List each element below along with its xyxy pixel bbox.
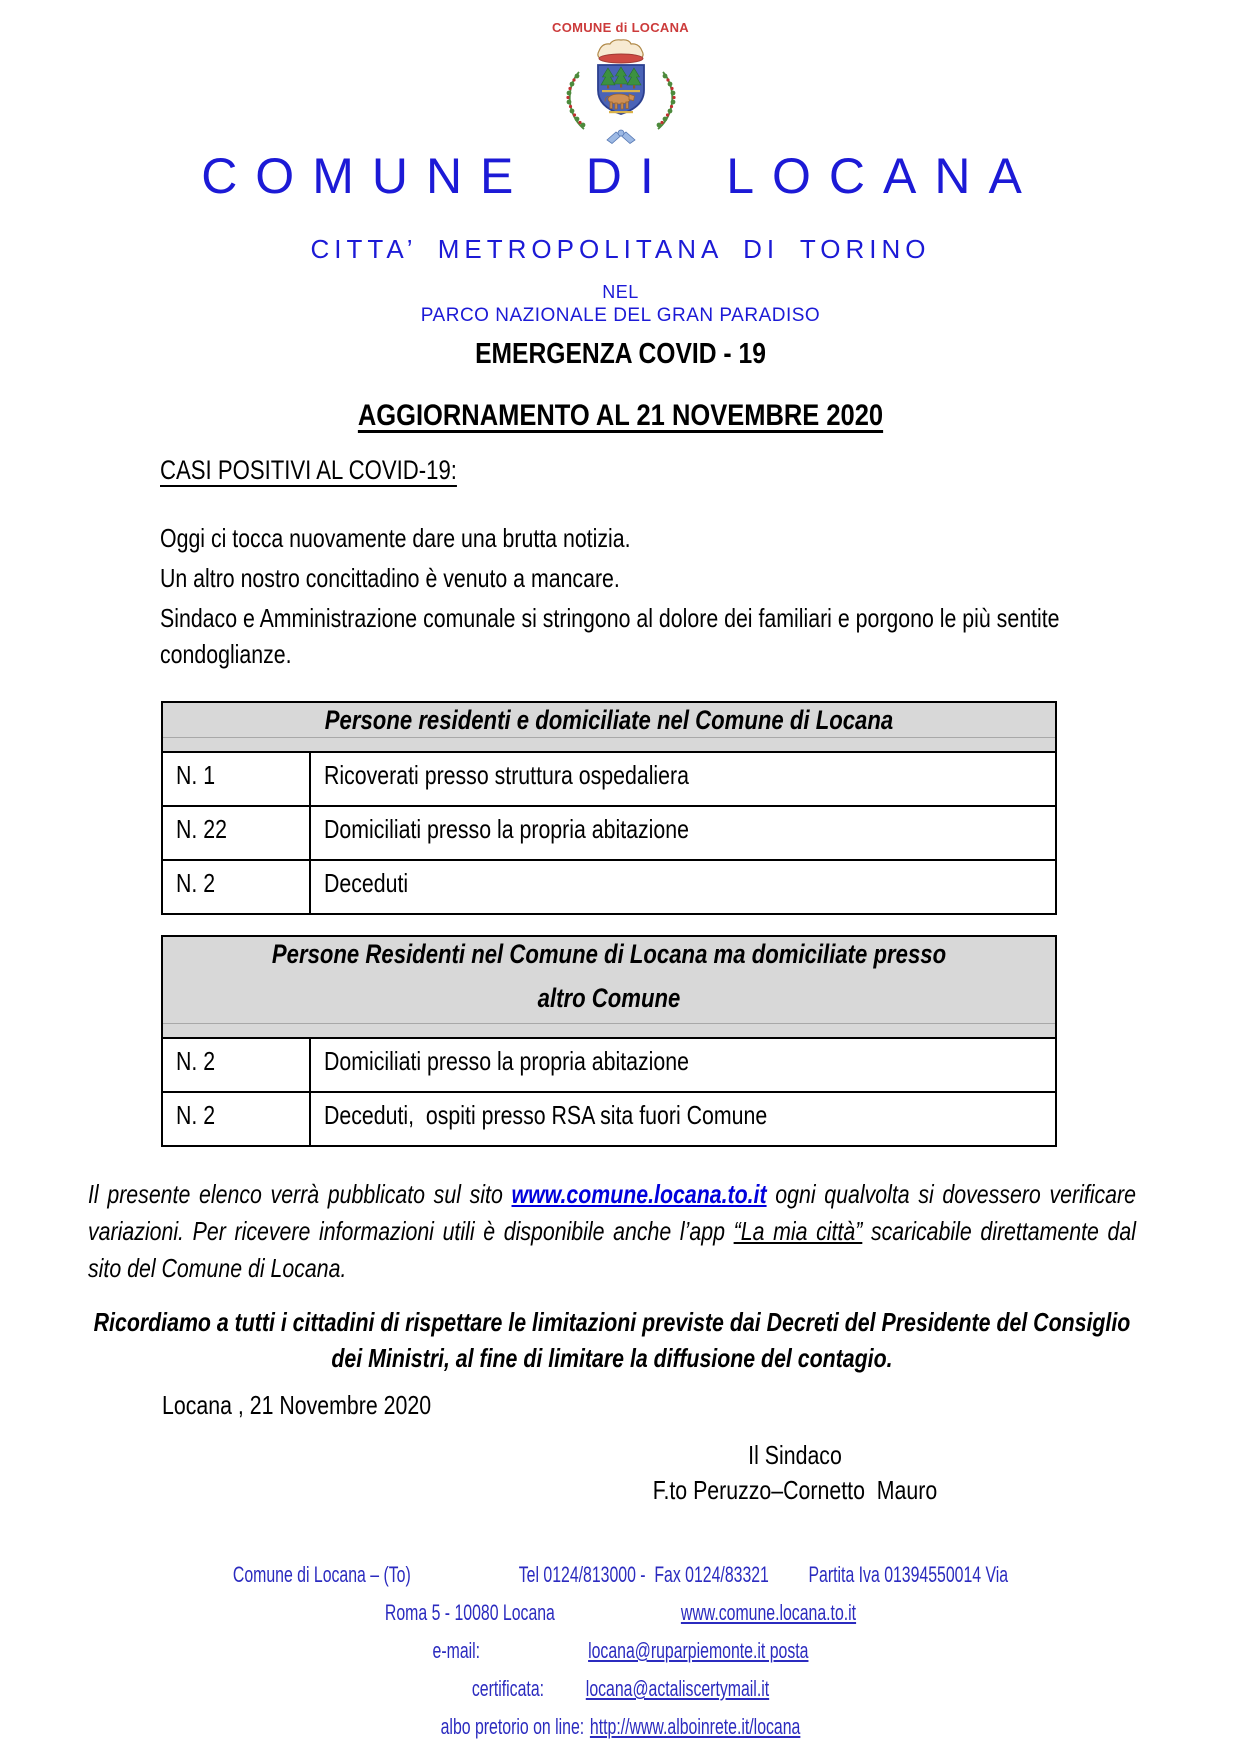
reminder-text: Ricordiamo a tutti i cittadini di rispettare le limitazioni previste dai Decreti del Presidente del Consiglio dei Ministri, al fine di limitare la diffusione del contagio. (93, 1307, 1131, 1373)
paragraph-1: Oggi ci tocca nuovamente dare una brutta notizia. (160, 523, 631, 553)
footer-email-link[interactable]: locana@ruparpiemonte.it posta (588, 1638, 809, 1663)
covid-heading: EMERGENZA COVID - 19 (475, 338, 766, 370)
residents-table (161, 701, 1057, 915)
description-cell: Deceduti (310, 860, 1056, 914)
description-cell: Domiciliati presso la propria abitazione (310, 806, 1056, 860)
notice-text: ogni qualvolta si dovessero verificare variazioni. Per ricevere informazioni utili è disponibile anche l’app (88, 1179, 1136, 1246)
section-heading: CASI POSITIVI AL COVID-19: (160, 455, 457, 485)
table-row (162, 860, 1056, 914)
description-cell: Domiciliati presso la propria abitazione (310, 1038, 1056, 1092)
table-row (162, 1092, 1056, 1146)
table-header-line2: altro Comune (537, 983, 681, 1013)
table-row (162, 1038, 1056, 1092)
table-row (162, 806, 1056, 860)
paragraph-2: Un altro nostro concittadino è venuto a mancare. (160, 563, 620, 593)
letterhead-line4: PARCO NAZIONALE DEL GRAN PARADISO (420, 305, 821, 326)
count-cell: N. 2 (162, 1092, 310, 1146)
footer-line-3 (174, 1638, 1068, 1676)
footer-line-2 (174, 1600, 1068, 1638)
description-cell: Deceduti, ospiti presso RSA sita fuori Comune (310, 1092, 1056, 1146)
municipal-crest (0, 20, 1241, 151)
table-row (162, 752, 1056, 806)
footer-certified-label: certificata: (471, 1676, 545, 1701)
footer-certified-email-link[interactable]: locana@actaliscertymail.it (585, 1676, 770, 1701)
footer-line-4 (174, 1676, 1068, 1714)
table-header-band (162, 738, 1056, 753)
count-cell: N. 22 (162, 806, 310, 860)
update-heading: AGGIORNAMENTO AL 21 NOVEMBRE 2020 (357, 399, 884, 432)
footer-albo-link[interactable]: http://www.alboinrete.it/locana (589, 1714, 801, 1739)
footer-website-link[interactable]: www.comune.locana.to.it (680, 1600, 857, 1625)
count-cell: N. 1 (162, 752, 310, 806)
count-cell: N. 2 (162, 1038, 310, 1092)
footer-albo-label: albo pretorio on line: (440, 1714, 585, 1739)
paragraph-3: Sindaco e Amministrazione comunale si stringono al dolore dei familiari e porgono le più sentite condoglianze. (160, 603, 1060, 669)
dateline: Locana , 21 Novembre 2020 (162, 1390, 432, 1420)
website-link[interactable]: www.comune.locana.to.it (511, 1179, 767, 1209)
footer-line-5 (174, 1714, 1068, 1752)
footer-phone-fax: Tel 0124/813000 - Fax 0124/83321 (518, 1562, 769, 1587)
notice-text: scaricabile direttamente dal sito del Comune di Locana. (88, 1216, 1136, 1283)
coat-of-arms-icon (546, 36, 696, 146)
signature-role: Il Sindaco (748, 1440, 842, 1470)
letterhead-subtitle: CITTA’ METROPOLITANA DI TORINO (310, 234, 931, 264)
table-header: Persone residenti e domiciliate nel Comune di Locana (162, 702, 1056, 738)
app-name: “La mia città” (733, 1216, 863, 1246)
page-title: COMUNE DI LOCANA (201, 148, 1040, 204)
residents-elsewhere-table (161, 935, 1057, 1147)
table-header (162, 936, 1056, 1024)
table-header-band (162, 1024, 1056, 1039)
notice-text: Il presente elenco verrà pubblicato sul sito (88, 1179, 512, 1209)
count-cell: N. 2 (162, 860, 310, 914)
table-header-line1: Persone Residenti nel Comune di Locana ma domiciliate presso (271, 939, 947, 969)
letterhead-line3: NEL (602, 282, 639, 302)
crest-caption: COMUNE di LOCANA (552, 20, 689, 35)
footer-vat: Partita Iva 01394550014 Via (808, 1562, 1009, 1587)
footer-municipality: Comune di Locana – (To) (232, 1562, 411, 1587)
footer-email-label: e-mail: (432, 1638, 481, 1663)
footer (0, 1562, 1241, 1752)
publication-notice (88, 1176, 1241, 1287)
footer-line-1 (174, 1562, 1068, 1600)
footer-address: Roma 5 - 10080 Locana (384, 1600, 555, 1625)
signature-name: F.to Peruzzo–Cornetto Mauro (652, 1475, 938, 1505)
signature-block (595, 1438, 995, 1508)
description-cell: Ricoverati presso struttura ospedaliera (310, 752, 1056, 806)
